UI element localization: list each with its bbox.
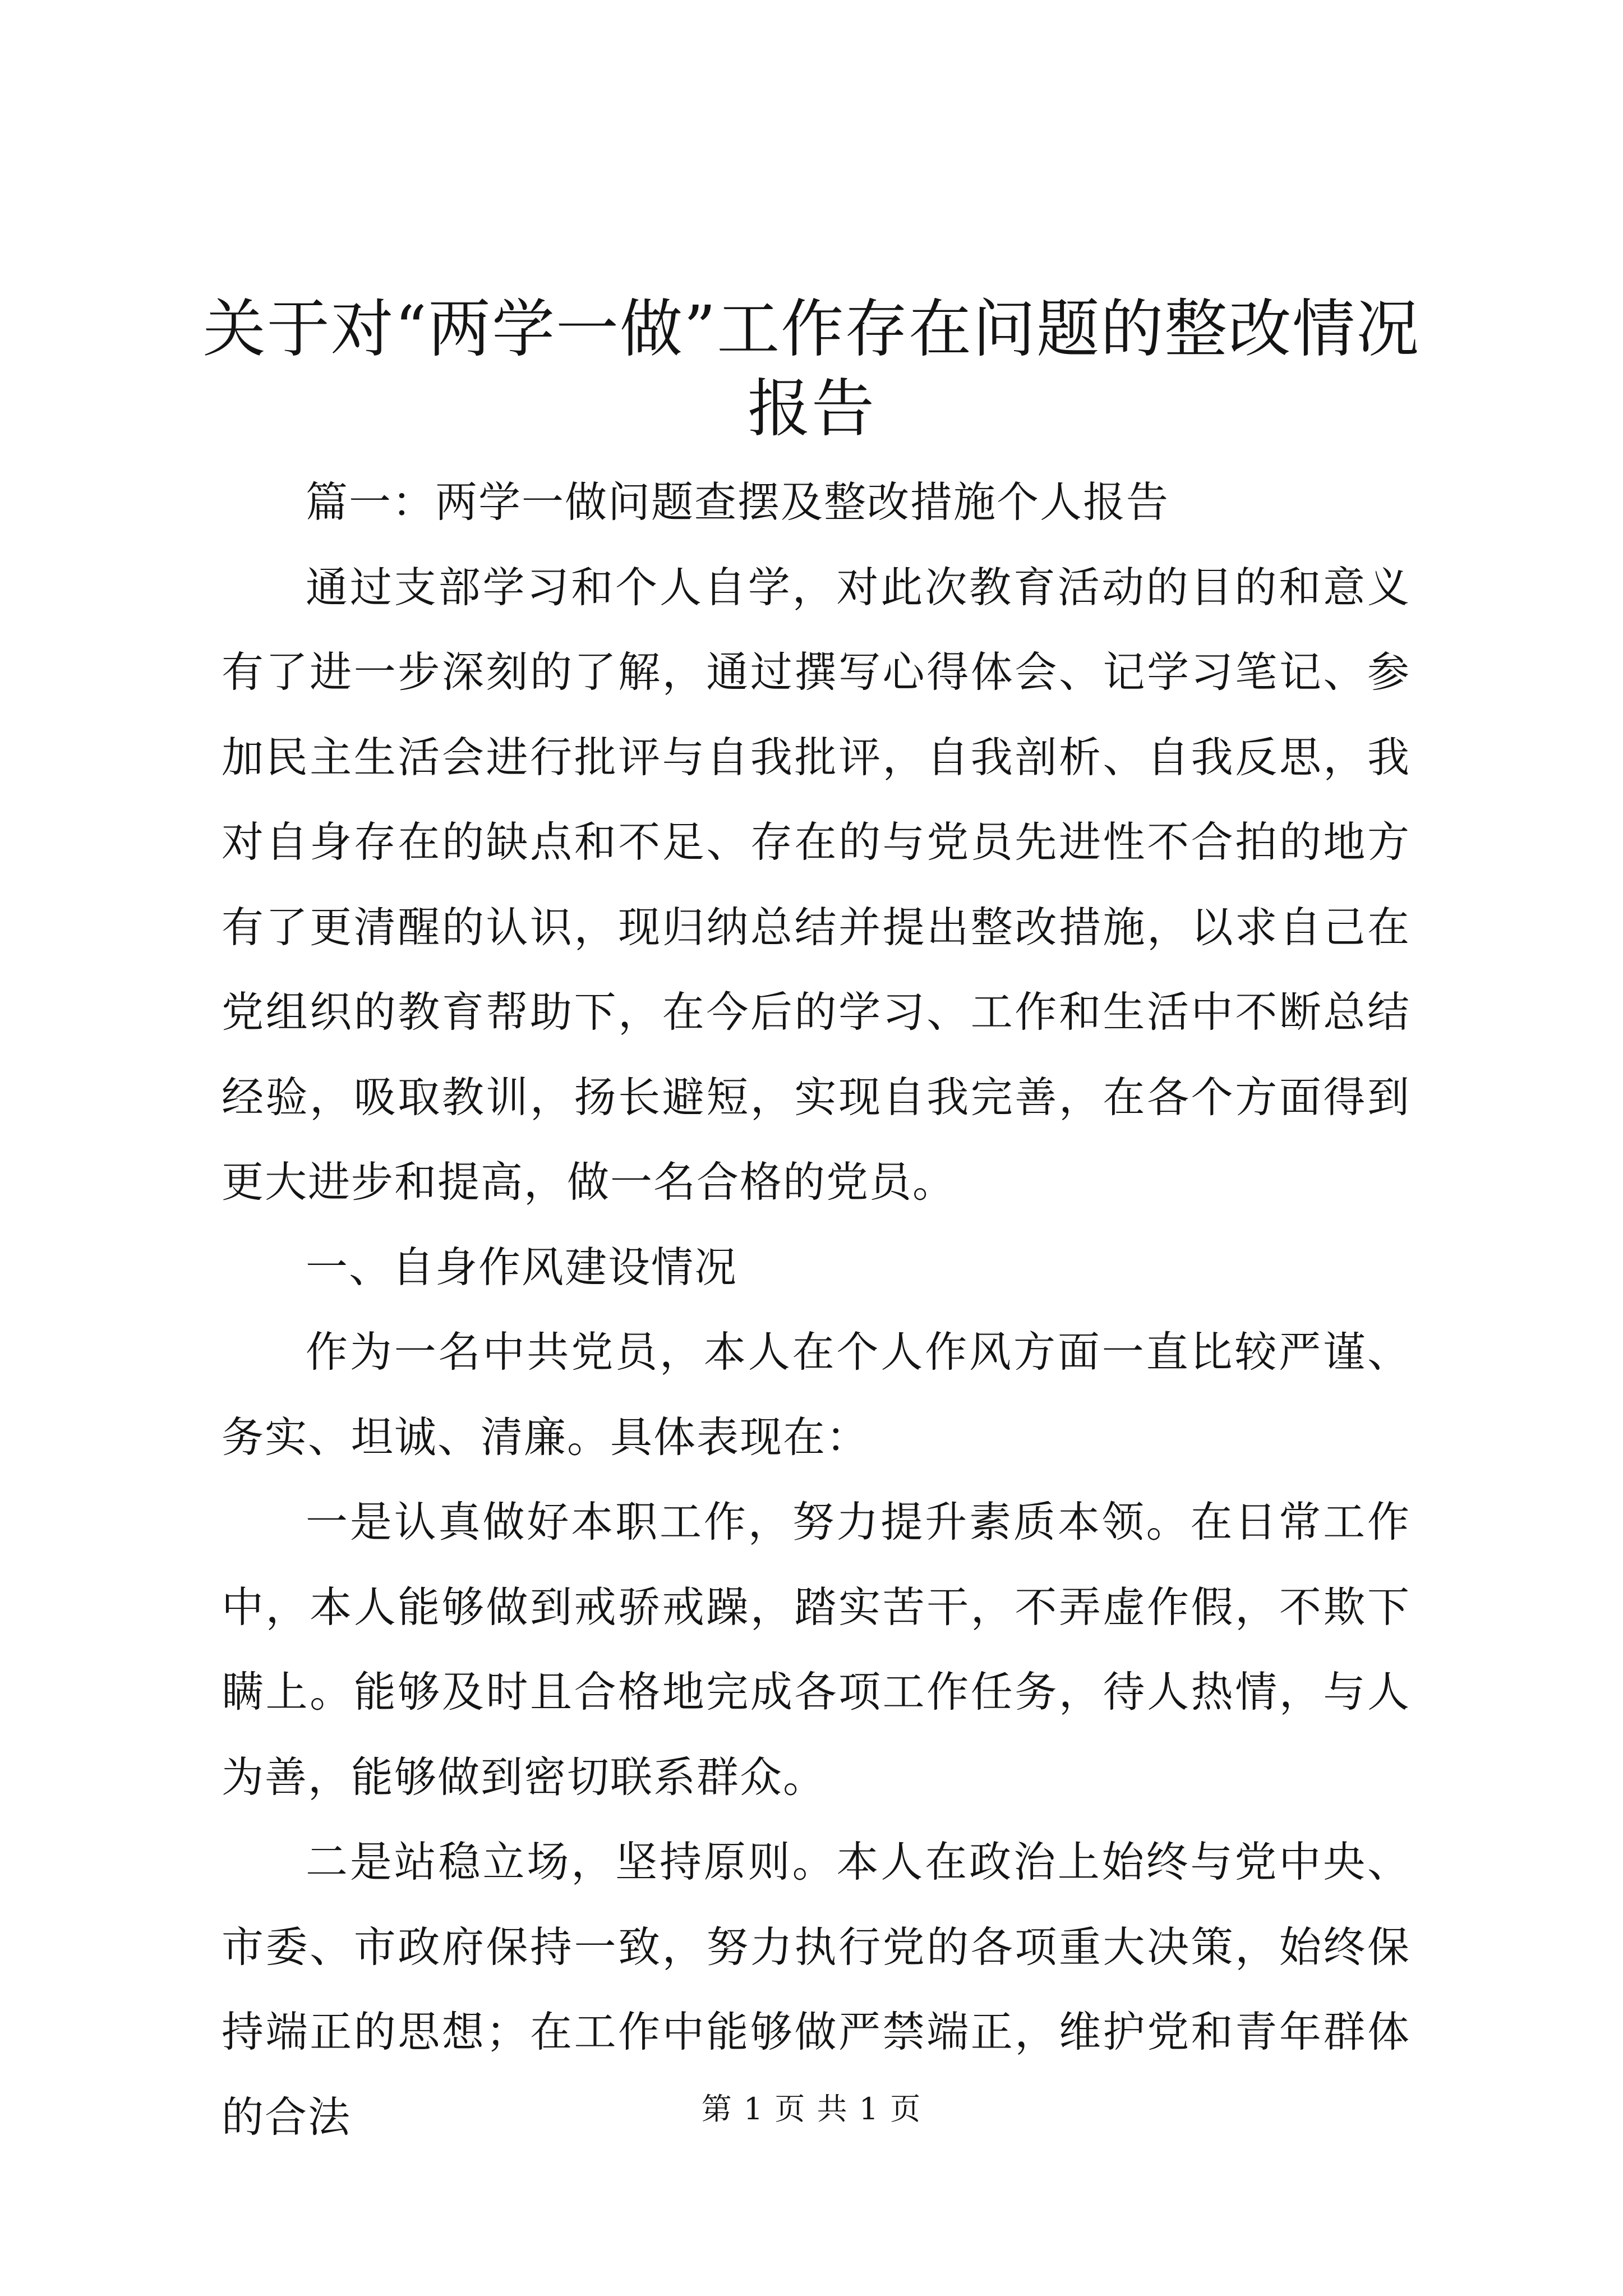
document-title-line-2: 报告	[748, 372, 875, 445]
page-footer: 第 1 页 共 1 页	[701, 2091, 922, 2127]
point-one-paragraph: 一是认真做好本职工作，努力提升素质本领。在日常工作中，本人能够做到戒骄戒躁，踏实苦干，不弄虚作假，不欺下瞒上。能够及时且合格地完成各项工作任务，待人热情，与人为善，能够做到密切联系群众。	[222, 1497, 1410, 1802]
section-heading-conduct: 一、自身作风建设情况	[306, 1242, 738, 1292]
conduct-paragraph: 作为一名中共党员，本人在个人作风方面一直比较严谨、务实、坦诚、清廉。具体表现在：	[222, 1327, 1410, 1462]
document-body	[222, 460, 1410, 2160]
document-title-line-1: 关于对“两学一做”工作存在问题的整改情况	[202, 293, 1421, 366]
point-two-paragraph: 二是站稳立场，坚持原则。本人在政治上始终与党中央、市委、市政府保持一致，努力执行党的各项重大决策，始终保持端正的思想；在工作中能够做严禁端正，维护党和青年群体的合法	[222, 1837, 1410, 2142]
intro-paragraph: 通过支部学习和个人自学，对此次教育活动的目的和意义有了进一步深刻的了解，通过撰写心得体会、记学习笔记、参加民主生活会进行批评与自我批评，自我剖析、自我反思，我对自身存在的缺点和不足、存在的与党员先进性不合拍的地方有了更清醒的认识，现归纳总结并提出整改措施，以求自己在党组织的教育帮助下，在今后的学习、工作和生活中不断总结经验，吸取教训，扬长避短，实现自我完善，在各个方面得到更大进步和提高，做一名合格的党员。	[222, 562, 1410, 1207]
section-heading-part-one: 篇一：两学一做问题查摆及整改措施个人报告	[306, 477, 1170, 527]
